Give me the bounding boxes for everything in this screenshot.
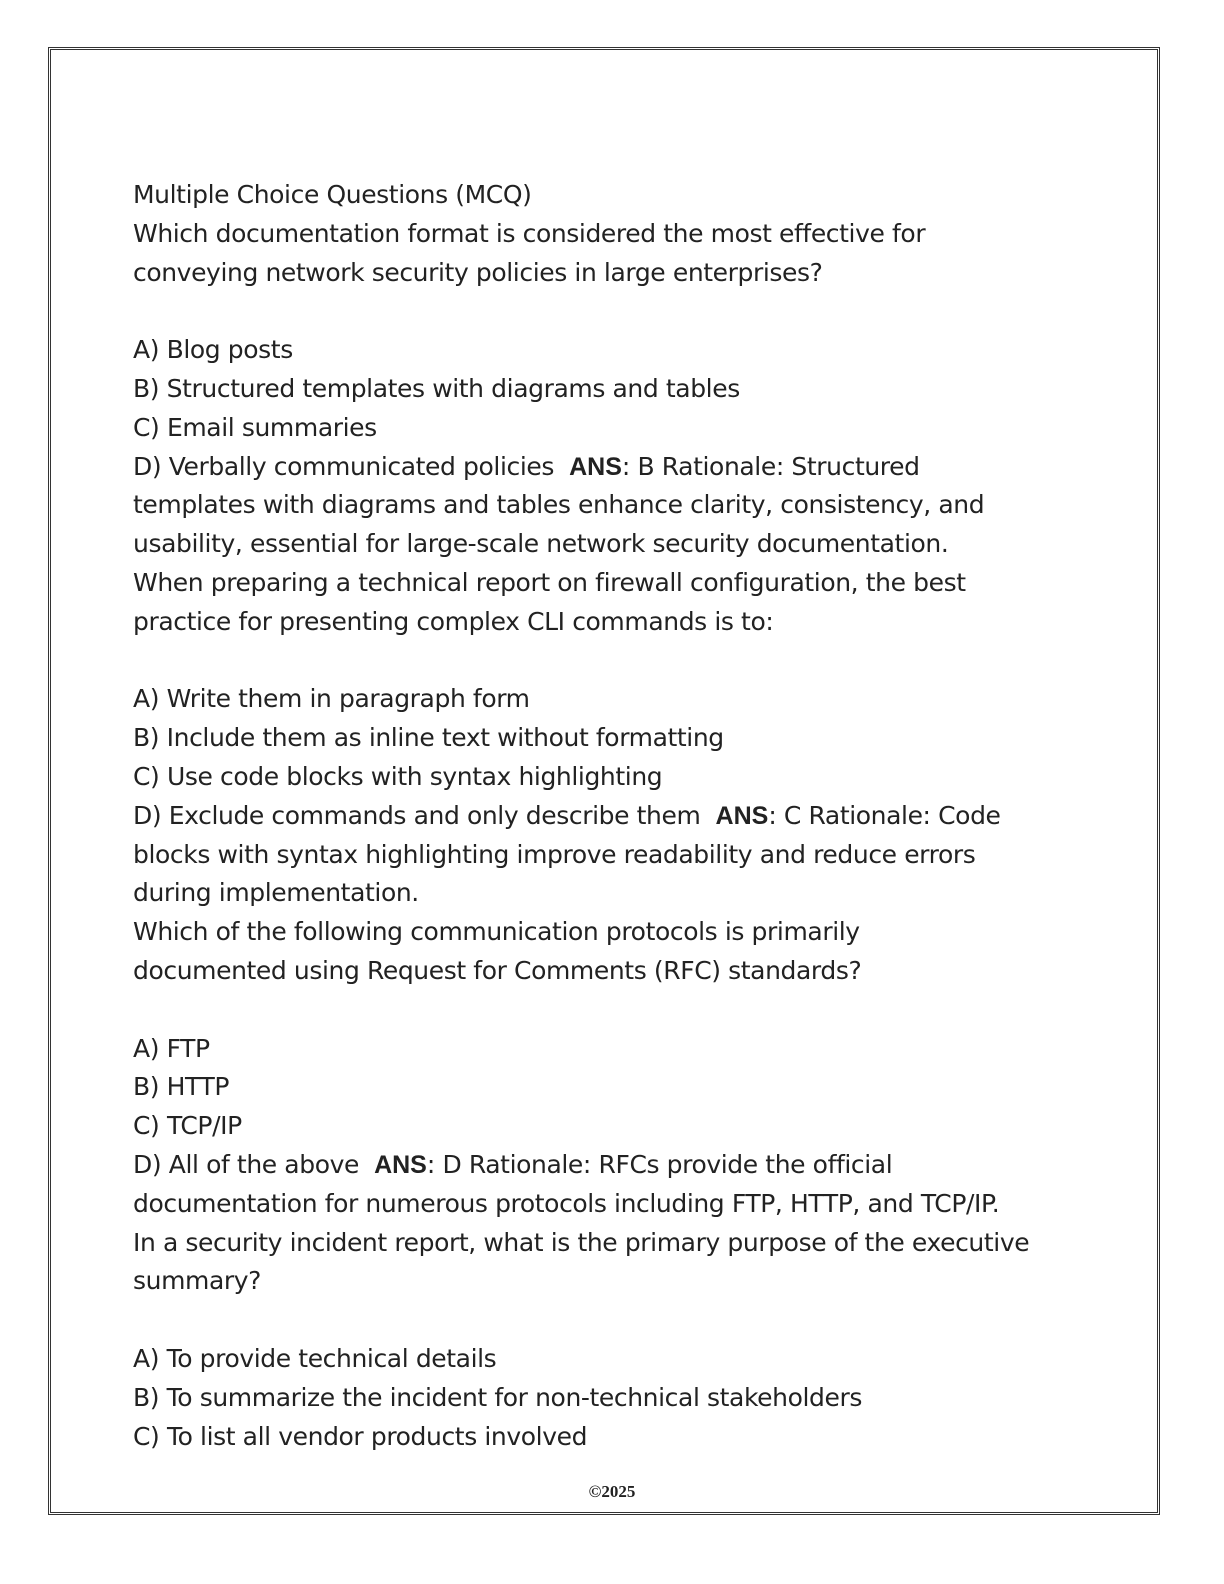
answer-label: ANS [715,801,769,830]
option-a: A) FTP [133,1033,210,1063]
rationale-line: blocks with syntax highlighting improve readability and reduce errors [133,839,976,869]
option-c: C) Use code blocks with syntax highlighting [133,761,663,791]
question-stem-line: conveying network security policies in large enterprises? [133,257,823,287]
document-heading: Multiple Choice Questions (MCQ) [133,180,532,209]
spacer [133,991,1093,1030]
question-stem-line: practice for presenting complex CLI commands is to: [133,606,774,636]
document-body [133,176,1093,1456]
question-stem-line: Which of the following communication protocols is primarily [133,917,860,947]
question-stem-line: In a security incident report, what is the primary purpose of the executive [133,1227,1030,1257]
answer-label: ANS [374,1150,427,1179]
question-stem-line: documented using Request for Comments (RFC) standards? [133,955,862,985]
option-c: C) TCP/IP [133,1111,242,1141]
rationale-line: templates with diagrams and tables enhance clarity, consistency, and [133,490,985,520]
spacer [133,1301,1093,1340]
option-b: B) Structured templates with diagrams and tables [133,373,740,403]
question-3 [133,913,1093,1223]
option-a: A) Blog posts [133,335,293,365]
option-d-with-answer [133,797,1093,836]
rationale-line: usability, essential for large-scale network security documentation. [133,529,949,559]
answer-text: : C Rationale: Code [768,800,1001,830]
option-d-with-answer [133,1146,1093,1185]
question-stem-line: Which documentation format is considered the most effective for [133,218,926,248]
option-c: C) Email summaries [133,412,377,442]
option-b: B) HTTP [133,1072,230,1102]
rationale-line: during implementation. [133,878,419,908]
spacer [133,642,1093,681]
question-2 [133,564,1093,913]
option-d: D) Exclude commands and only describe them [133,800,701,830]
option-b: B) Include them as inline text without formatting [133,723,724,753]
answer-text: : B Rationale: Structured [621,451,920,481]
answer-label: ANS [569,452,622,481]
rationale-line: documentation for numerous protocols including FTP, HTTP, and TCP/IP. [133,1188,1000,1218]
question-stem-line: summary? [133,1266,262,1296]
question-stem-line: When preparing a technical report on firewall configuration, the best [133,567,966,597]
option-d: D) Verbally communicated policies [133,451,554,481]
option-a: A) To provide technical details [133,1343,497,1373]
option-a: A) Write them in paragraph form [133,684,530,714]
option-c: C) To list all vendor products involved [133,1421,588,1451]
answer-text: : D Rationale: RFCs provide the official [426,1149,893,1179]
option-d-with-answer [133,448,1093,487]
question-1 [133,215,1093,564]
copyright-footer: ©2025 [588,1482,636,1501]
option-d: D) All of the above [133,1149,359,1179]
question-4 [133,1224,1093,1457]
spacer [133,292,1093,331]
option-b: B) To summarize the incident for non-technical stakeholders [133,1382,862,1412]
